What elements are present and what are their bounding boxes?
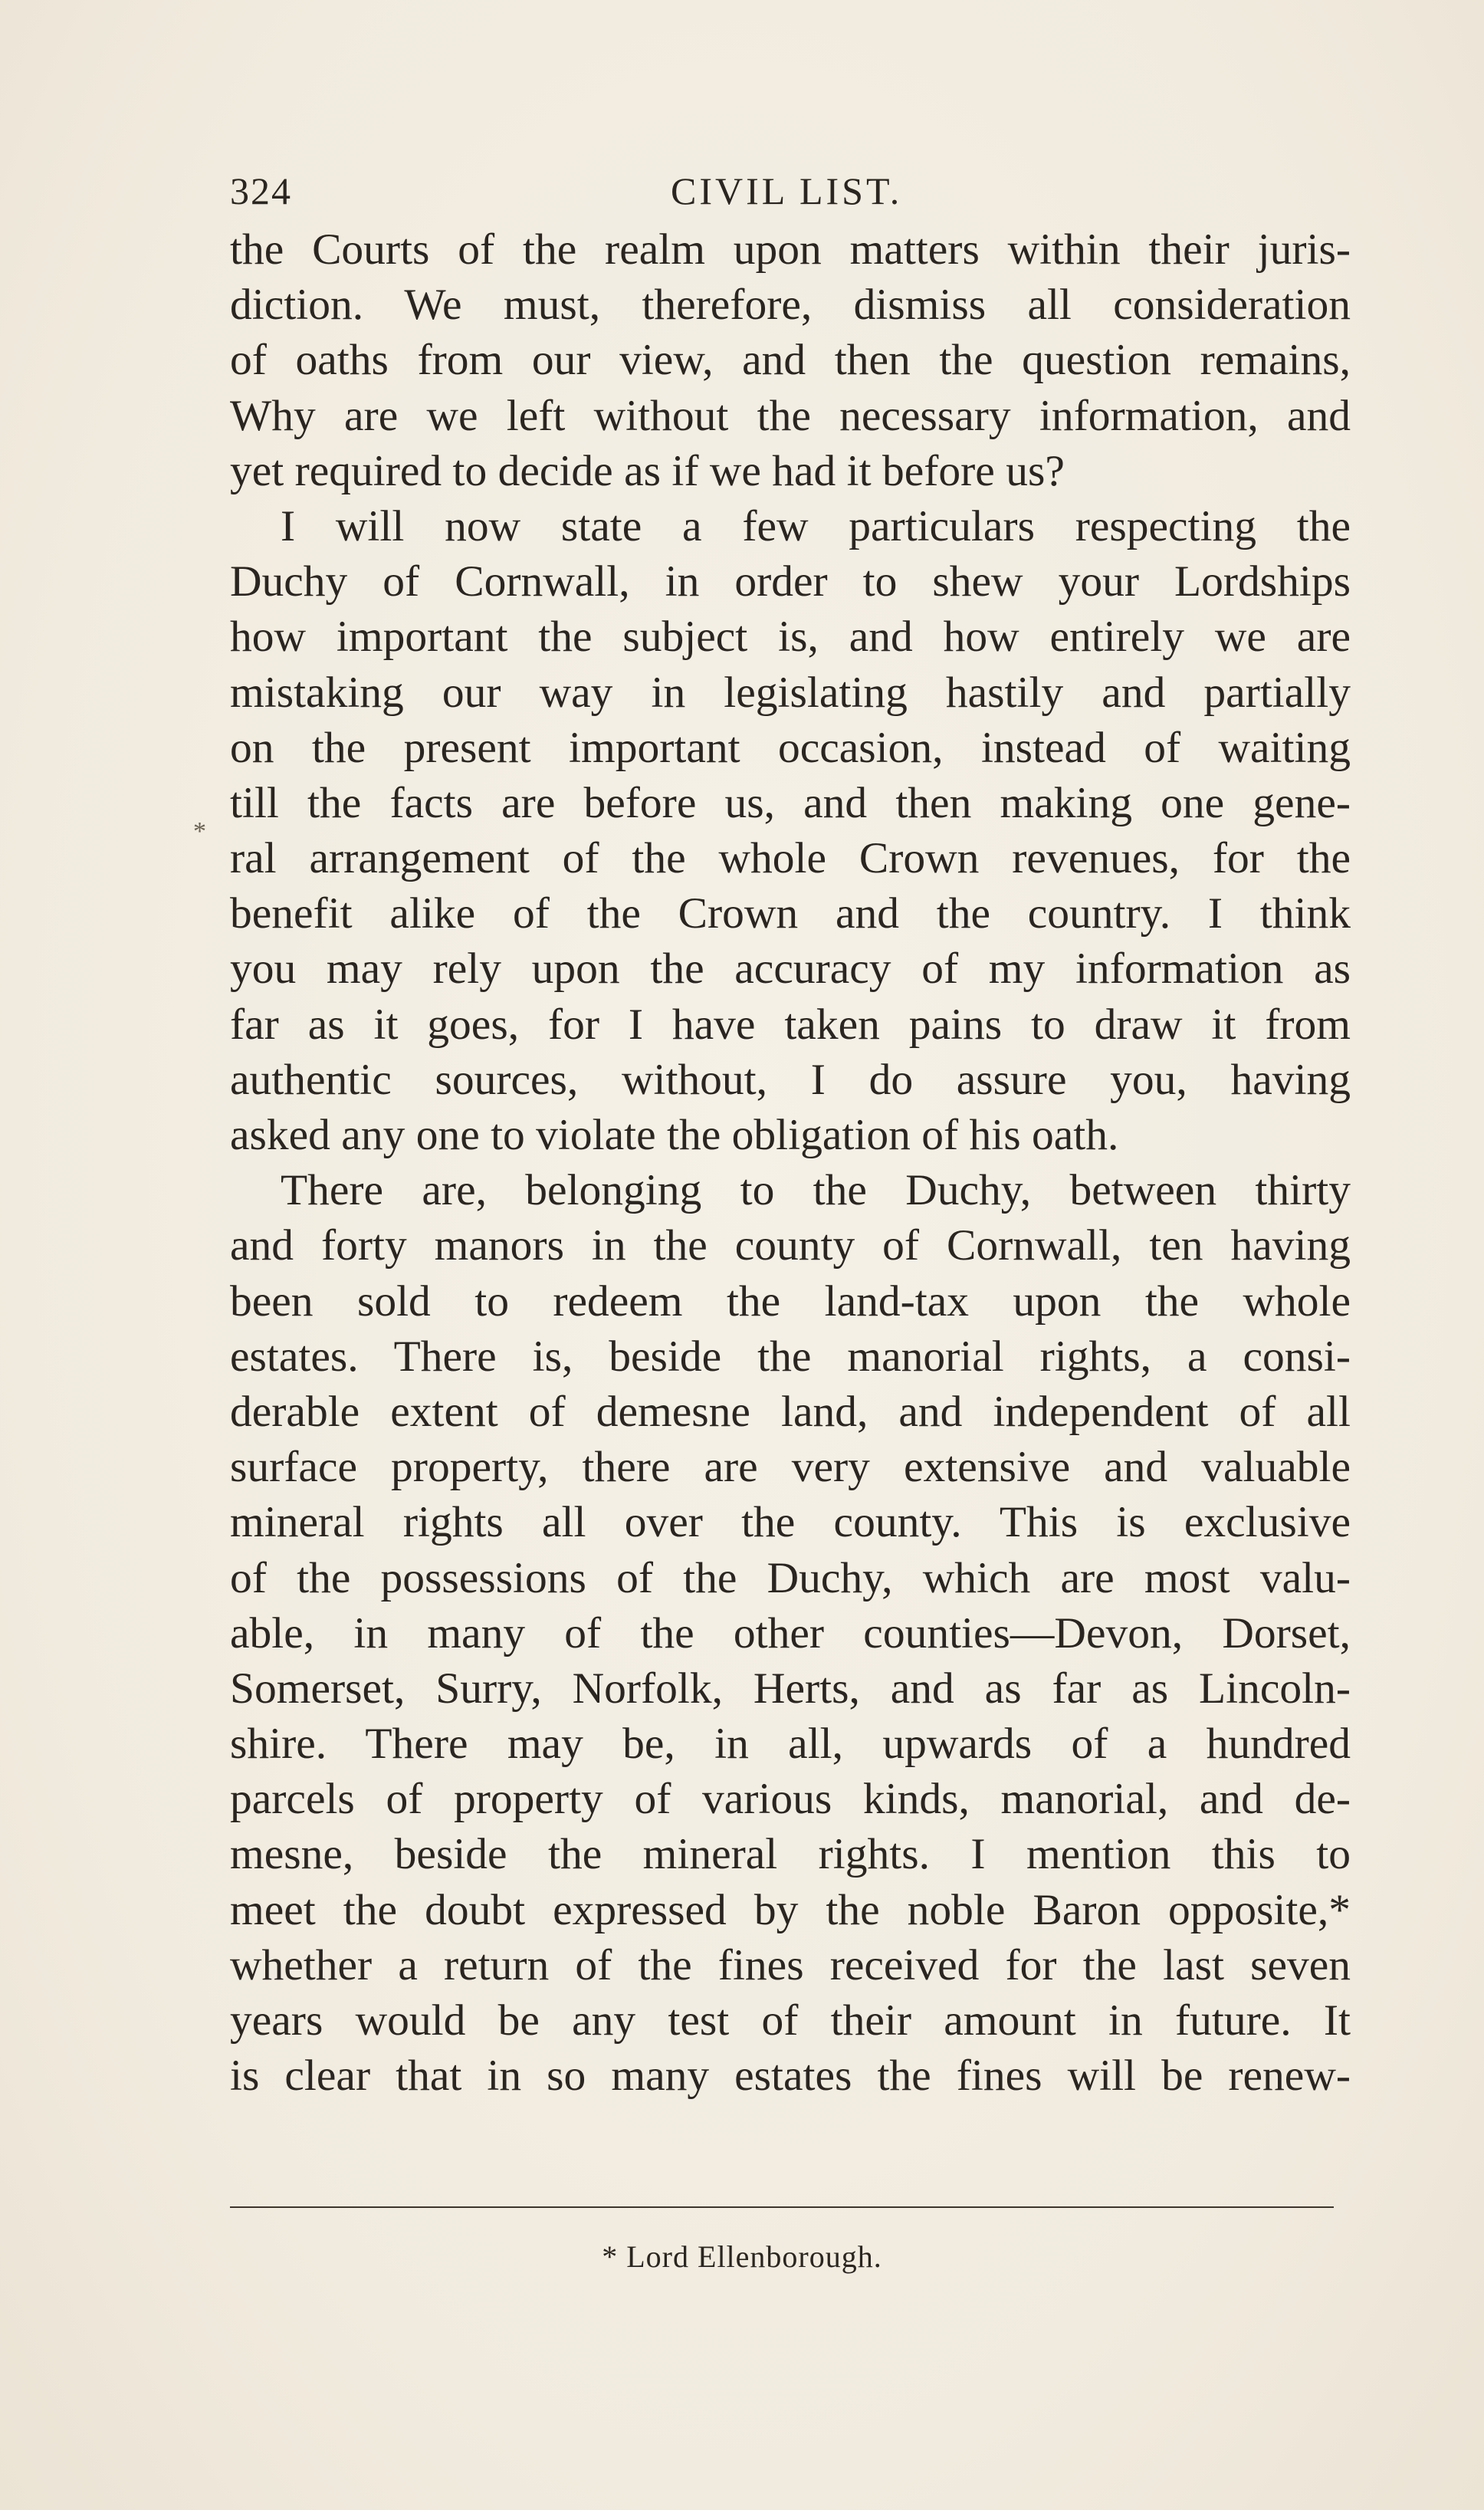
text-line: derable extent of demesne land, and independent of all xyxy=(230,1387,1351,1436)
text-line: Somerset, Surry, Norfolk, Herts, and as far as Lincoln- xyxy=(230,1664,1351,1713)
text-line: till the facts are before us, and then making one gene- xyxy=(230,778,1351,827)
text-line: I will now state a few particulars respecting the xyxy=(281,501,1351,550)
text-line: on the present important occasion, instead of waiting xyxy=(230,723,1351,772)
text-line: meet the doubt expressed by the noble Baron opposite,* xyxy=(230,1885,1351,1934)
text-line: authentic sources, without, I do assure you, having xyxy=(230,1055,1351,1104)
text-line: asked any one to violate the obligation of his oath. xyxy=(230,1111,1119,1159)
text-line: Duchy of Cornwall, in order to shew your Lordships xyxy=(230,557,1351,606)
running-head xyxy=(230,169,1341,222)
text-line: the Courts of the realm upon matters within their juris- xyxy=(230,225,1351,274)
text-line: diction. We must, therefore, dismiss all consideration xyxy=(230,281,1351,330)
text-line: is clear that in so many estates the fines will be renew- xyxy=(230,2052,1351,2101)
text-line: parcels of property of various kinds, manorial, and de- xyxy=(230,1775,1351,1824)
page-number: 324 xyxy=(230,169,292,212)
running-title: CIVIL LIST. xyxy=(671,169,903,212)
text-line: mesne, beside the mineral rights. I mention this to xyxy=(230,1830,1351,1879)
text-line: of the possessions of the Duchy, which are most valu- xyxy=(230,1553,1351,1602)
text-line: been sold to redeem the land-tax upon the whole xyxy=(230,1276,1351,1326)
text-line: Why are we left without the necessary information, and xyxy=(230,391,1351,440)
text-line: you may rely upon the accuracy of my information as xyxy=(230,945,1351,994)
text-line: benefit alike of the Crown and the country. I think xyxy=(230,889,1351,938)
text-line: estates. There is, beside the manorial rights, a consi- xyxy=(230,1332,1351,1381)
body-text xyxy=(230,222,1351,2104)
text-line: mineral rights all over the county. This is exclusive xyxy=(230,1498,1351,1547)
text-line: years would be any test of their amount in future. It xyxy=(230,1996,1351,2045)
text-line: surface property, there are very extensive and valuable xyxy=(230,1443,1351,1492)
text-line: of oaths from our view, and then the question remains, xyxy=(230,336,1351,385)
text-line: yet required to decide as if we had it before us? xyxy=(230,446,1065,495)
text-line: far as it goes, for I have taken pains to draw it from xyxy=(230,1000,1351,1049)
text-line: There are, belonging to the Duchy, between thirty xyxy=(281,1166,1351,1215)
margin-mark: * xyxy=(193,817,206,846)
text-line: whether a return of the fines received for the last seven xyxy=(230,1940,1351,1989)
text-line: ral arrangement of the whole Crown revenues, for the xyxy=(230,834,1351,883)
text-line: shire. There may be, in all, upwards of a hundred xyxy=(230,1720,1351,1769)
text-line: mistaking our way in legislating hastily and partially xyxy=(230,668,1351,717)
text-line: and forty manors in the county of Cornwall, ten having xyxy=(230,1221,1351,1270)
footnote-rule xyxy=(230,2206,1334,2208)
text-line: how important the subject is, and how entirely we are xyxy=(230,613,1351,662)
text-line: able, in many of the other counties—Devon, Dorset, xyxy=(230,1608,1351,1657)
footnote: * Lord Ellenborough. xyxy=(602,2239,882,2274)
